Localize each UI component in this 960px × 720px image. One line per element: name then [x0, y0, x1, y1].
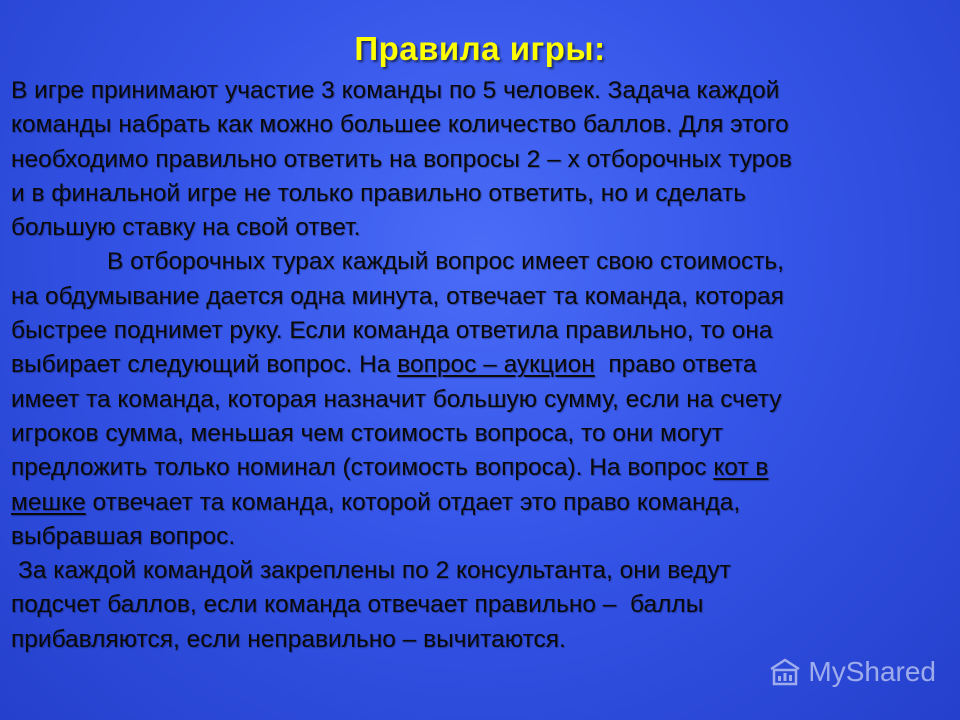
slide-title	[0, 30, 960, 68]
p2-line-1: В отборочных турах каждый вопрос имеет свою стоимость,	[107, 248, 784, 276]
p2-line-7-pre: предложить только номинал (стоимость вопроса). На вопрос	[11, 454, 714, 482]
p2-line-5: имеет та команда, которая назначит большую сумму, если на счету	[11, 385, 782, 413]
p1-line-1: В игре принимают участие 3 команды по 5 человек. Задача каждой	[11, 77, 780, 104]
p1-line-3: необходимо правильно ответить на вопросы 2 – х отборочных туров	[11, 145, 792, 173]
cat-in-bag-link-part-1[interactable]: кот в	[713, 454, 769, 482]
p2-line-2: на обдумывание дается одна минута, отвечает та команда, которая	[11, 282, 784, 310]
auction-question-link[interactable]: вопрос – аукцион	[397, 351, 595, 379]
p3-line-1: За каждой командой закреплены по 2 консультанта, они ведут	[18, 557, 731, 585]
watermark-text: MyShared	[808, 656, 936, 687]
p2-line-6: игроков сумма, меньшая чем стоимость вопроса, то они могут	[11, 419, 723, 447]
p2-line-8	[11, 486, 951, 520]
p3-line-2: подсчет баллов, если команда отвечает правильно – баллы	[11, 591, 704, 619]
p1-line-2: команды набрать как можно большее количество баллов. Для этого	[11, 111, 789, 139]
p2-line-3: быстрее поднимет руку. Если команда ответила правильно, то она	[11, 317, 773, 345]
p2-line-7	[11, 451, 951, 485]
p2-line-9: выбравшая вопрос.	[11, 522, 236, 550]
p3-line-3: прибавляются, если неправильно – вычитаются.	[11, 625, 566, 653]
myshared-logo-icon	[768, 657, 802, 687]
p2-line-4-post: право ответа	[594, 351, 757, 379]
title-text: Правила игры	[354, 30, 595, 67]
p1-line-5: большую ставку на свой ответ.	[11, 214, 361, 242]
title-colon: :	[594, 30, 606, 67]
p2-line-4-pre: выбирает следующий вопрос. На	[11, 351, 398, 379]
p1-line-4: и в финальной игре не только правильно ответить, но и сделать	[11, 179, 746, 207]
cat-in-bag-link-part-2[interactable]: мешке	[11, 488, 86, 516]
rules-text	[11, 74, 951, 657]
p2-line-8-post: отвечает та команда, которой отдает это право команда,	[85, 488, 741, 516]
watermark	[768, 656, 936, 688]
p2-line-4	[11, 348, 951, 382]
